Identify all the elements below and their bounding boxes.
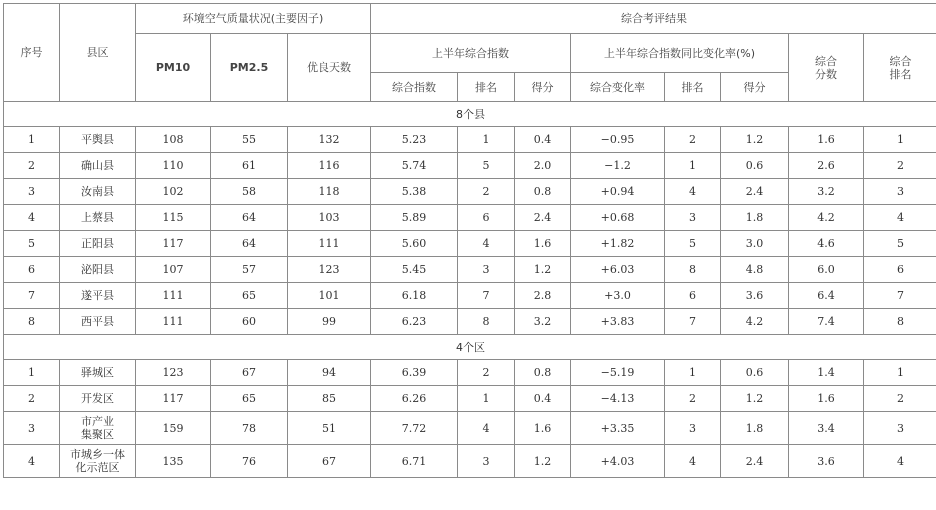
table-row [4,205,936,231]
cell-pm25: 65 [211,283,288,309]
cell-total: 4.2 [789,205,864,231]
cell-change: −1.2 [571,153,665,179]
cell-trank: 5 [864,231,936,257]
cell-pm25: 57 [211,257,288,283]
cell-seq: 6 [4,257,60,283]
cell-score: 1.2 [515,445,571,478]
cell-change: +3.0 [571,283,665,309]
cell-crank: 4 [665,445,721,478]
header-total-score: 综合 分数 [789,34,864,102]
cell-name: 市城乡一体 化示范区 [60,445,136,478]
header-eval-group: 综合考评结果 [371,4,936,34]
cell-trank: 8 [864,309,936,335]
cell-good: 67 [288,445,371,478]
cell-crank: 3 [665,205,721,231]
cell-cscore: 0.6 [721,153,789,179]
header-pm25: PM2.5 [211,34,288,102]
section-row [4,102,936,127]
cell-rank: 4 [458,231,515,257]
table-row [4,445,936,478]
cell-index: 6.23 [371,309,458,335]
cell-good: 101 [288,283,371,309]
cell-change: +1.82 [571,231,665,257]
cell-rank: 1 [458,386,515,412]
cell-seq: 1 [4,360,60,386]
table-row [4,231,936,257]
cell-total: 3.2 [789,179,864,205]
cell-pm25: 61 [211,153,288,179]
cell-cscore: 1.8 [721,412,789,445]
cell-rank: 4 [458,412,515,445]
cell-pm10: 110 [136,153,211,179]
cell-good: 132 [288,127,371,153]
cell-rank: 5 [458,153,515,179]
cell-name: 市产业 集聚区 [60,412,136,445]
cell-cscore: 1.2 [721,127,789,153]
cell-total: 2.6 [789,153,864,179]
table-row [4,283,936,309]
cell-pm10: 117 [136,386,211,412]
cell-pm10: 111 [136,283,211,309]
cell-score: 1.2 [515,257,571,283]
cell-pm10: 111 [136,309,211,335]
cell-name: 泌阳县 [60,257,136,283]
cell-good: 94 [288,360,371,386]
cell-cscore: 4.2 [721,309,789,335]
cell-name: 上蔡县 [60,205,136,231]
cell-good: 111 [288,231,371,257]
cell-total: 6.0 [789,257,864,283]
cell-score: 2.0 [515,153,571,179]
cell-seq: 3 [4,179,60,205]
cell-crank: 1 [665,360,721,386]
cell-name: 开发区 [60,386,136,412]
cell-pm25: 55 [211,127,288,153]
cell-index: 5.89 [371,205,458,231]
cell-seq: 2 [4,153,60,179]
header-total-rank: 综合 排名 [864,34,936,102]
cell-seq: 5 [4,231,60,257]
cell-trank: 3 [864,179,936,205]
cell-change: +4.03 [571,445,665,478]
cell-seq: 8 [4,309,60,335]
cell-score: 0.8 [515,360,571,386]
cell-crank: 5 [665,231,721,257]
cell-pm10: 117 [136,231,211,257]
cell-trank: 4 [864,445,936,478]
cell-trank: 4 [864,205,936,231]
cell-crank: 8 [665,257,721,283]
cell-score: 1.6 [515,231,571,257]
cell-seq: 1 [4,127,60,153]
header-env-group: 环境空气质量状况(主要因子) [136,4,371,34]
header-good-days: 优良天数 [288,34,371,102]
cell-change: −5.19 [571,360,665,386]
cell-name: 汝南县 [60,179,136,205]
cell-seq: 3 [4,412,60,445]
air-quality-evaluation-table [3,3,936,478]
cell-seq: 2 [4,386,60,412]
cell-rank: 8 [458,309,515,335]
cell-cscore: 3.6 [721,283,789,309]
cell-pm10: 123 [136,360,211,386]
cell-cscore: 3.0 [721,231,789,257]
cell-cscore: 0.6 [721,360,789,386]
cell-trank: 2 [864,153,936,179]
section-title: 4个区 [4,335,936,360]
cell-total: 3.4 [789,412,864,445]
cell-crank: 6 [665,283,721,309]
cell-name: 平舆县 [60,127,136,153]
header-change-score: 得分 [721,73,789,102]
cell-cscore: 2.4 [721,445,789,478]
cell-trank: 1 [864,127,936,153]
cell-change: −0.95 [571,127,665,153]
cell-cscore: 4.8 [721,257,789,283]
cell-trank: 2 [864,386,936,412]
cell-name: 遂平县 [60,283,136,309]
cell-total: 3.6 [789,445,864,478]
cell-rank: 7 [458,283,515,309]
cell-rank: 2 [458,360,515,386]
cell-index: 7.72 [371,412,458,445]
cell-pm25: 64 [211,205,288,231]
cell-seq: 7 [4,283,60,309]
cell-good: 99 [288,309,371,335]
header-district: 县区 [60,4,136,102]
header-pm10: PM10 [136,34,211,102]
cell-cscore: 2.4 [721,179,789,205]
cell-pm25: 65 [211,386,288,412]
cell-trank: 7 [864,283,936,309]
cell-index: 5.38 [371,179,458,205]
cell-change: −4.13 [571,386,665,412]
cell-seq: 4 [4,205,60,231]
cell-pm10: 159 [136,412,211,445]
cell-pm10: 115 [136,205,211,231]
cell-pm25: 67 [211,360,288,386]
cell-total: 6.4 [789,283,864,309]
cell-pm25: 64 [211,231,288,257]
cell-index: 6.18 [371,283,458,309]
cell-cscore: 1.2 [721,386,789,412]
cell-total: 4.6 [789,231,864,257]
cell-change: +3.35 [571,412,665,445]
cell-total: 7.4 [789,309,864,335]
section-title: 8个县 [4,102,936,127]
cell-name: 西平县 [60,309,136,335]
cell-total: 1.6 [789,127,864,153]
cell-change: +0.94 [571,179,665,205]
table-row [4,153,936,179]
cell-score: 2.4 [515,205,571,231]
cell-rank: 3 [458,257,515,283]
cell-score: 0.8 [515,179,571,205]
cell-change: +6.03 [571,257,665,283]
cell-index: 6.71 [371,445,458,478]
cell-index: 6.26 [371,386,458,412]
cell-score: 1.6 [515,412,571,445]
cell-name: 确山县 [60,153,136,179]
cell-good: 103 [288,205,371,231]
cell-pm25: 76 [211,445,288,478]
header-score: 得分 [515,73,571,102]
cell-good: 116 [288,153,371,179]
cell-pm25: 78 [211,412,288,445]
table-row [4,360,936,386]
cell-rank: 2 [458,179,515,205]
cell-score: 0.4 [515,127,571,153]
cell-score: 0.4 [515,386,571,412]
cell-name: 驿城区 [60,360,136,386]
cell-index: 5.74 [371,153,458,179]
cell-total: 1.4 [789,360,864,386]
cell-rank: 6 [458,205,515,231]
cell-good: 118 [288,179,371,205]
cell-crank: 3 [665,412,721,445]
cell-crank: 7 [665,309,721,335]
table-row [4,309,936,335]
table-row [4,127,936,153]
cell-crank: 4 [665,179,721,205]
cell-trank: 3 [864,412,936,445]
cell-crank: 1 [665,153,721,179]
cell-index: 6.39 [371,360,458,386]
header-index: 综合指数 [371,73,458,102]
cell-pm10: 108 [136,127,211,153]
cell-rank: 1 [458,127,515,153]
cell-cscore: 1.8 [721,205,789,231]
header-change-rank: 排名 [665,73,721,102]
header-rank: 排名 [458,73,515,102]
cell-crank: 2 [665,127,721,153]
header-yoy-group: 上半年综合指数同比变化率(%) [571,34,789,73]
cell-score: 3.2 [515,309,571,335]
cell-good: 51 [288,412,371,445]
cell-pm10: 107 [136,257,211,283]
table-row [4,257,936,283]
cell-change: +3.83 [571,309,665,335]
cell-good: 85 [288,386,371,412]
cell-index: 5.45 [371,257,458,283]
cell-pm25: 58 [211,179,288,205]
header-seq: 序号 [4,4,60,102]
table-row [4,179,936,205]
table-row [4,386,936,412]
cell-index: 5.23 [371,127,458,153]
cell-trank: 1 [864,360,936,386]
cell-name: 正阳县 [60,231,136,257]
cell-pm10: 135 [136,445,211,478]
header-change-rate: 综合变化率 [571,73,665,102]
header-h1-index-group: 上半年综合指数 [371,34,571,73]
cell-good: 123 [288,257,371,283]
cell-rank: 3 [458,445,515,478]
cell-index: 5.60 [371,231,458,257]
table-row [4,412,936,445]
cell-score: 2.8 [515,283,571,309]
section-row [4,335,936,360]
cell-trank: 6 [864,257,936,283]
cell-change: +0.68 [571,205,665,231]
table-container [3,3,936,478]
cell-crank: 2 [665,386,721,412]
cell-pm10: 102 [136,179,211,205]
cell-seq: 4 [4,445,60,478]
cell-total: 1.6 [789,386,864,412]
cell-pm25: 60 [211,309,288,335]
